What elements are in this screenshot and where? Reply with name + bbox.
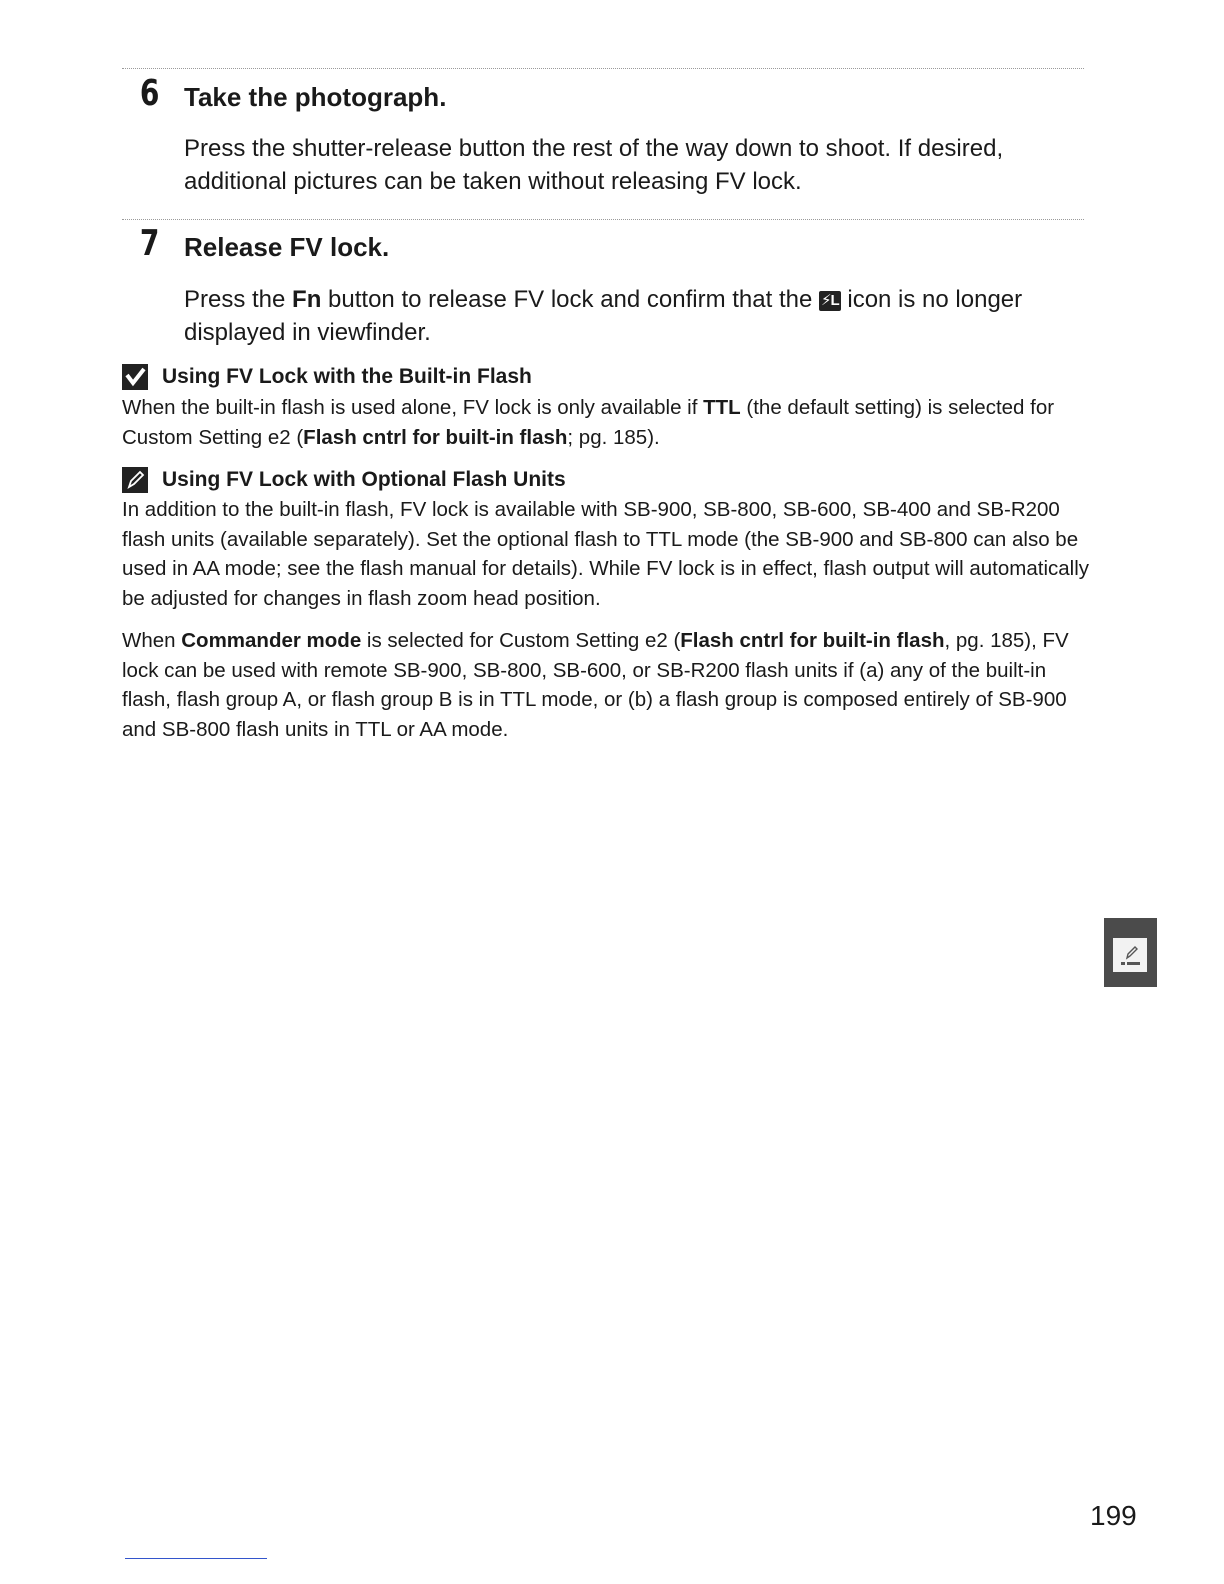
note-title: Using FV Lock with the Built-in Flash xyxy=(162,365,532,388)
checkmark-icon xyxy=(122,364,148,390)
bottom-link-line xyxy=(125,1558,267,1559)
step-number: 7 xyxy=(139,223,160,264)
step-body-text: button to release FV lock and confirm that the xyxy=(321,286,819,313)
note-text: When xyxy=(122,629,182,652)
step-divider xyxy=(122,68,1084,69)
note-bold-text: Flash cntrl for built-in flash xyxy=(680,629,945,652)
note-bold-text: Flash cntrl for built-in flash xyxy=(303,425,568,449)
step-body: Press the shutter-release button the rest of the way down to shoot. If desired, additional pictures can be taken without releasing FV lock. xyxy=(184,135,1004,195)
note-heading xyxy=(122,363,532,391)
note-title: Using FV Lock with Optional Flash Units xyxy=(162,468,566,491)
step-body-text: Press the xyxy=(184,286,293,313)
step-title: Release FV lock. xyxy=(184,232,390,262)
note-text: , pg. 185), FV lock can be used with remote SB-900, SB-800, SB-600, or SB-R200 flash units if (a) any of the built-in flash, flash group A, or flash group B is in TTL mode, or (b) a flash group is composed entirely of SB-900 and SB-800 flash units in TTL or AA mode. xyxy=(122,629,1069,741)
step-body-text: icon is no longer displayed in viewfinder. xyxy=(184,286,1023,346)
step-divider xyxy=(122,219,1084,220)
note-bold-text: TTL xyxy=(703,396,741,419)
flash-lock-icon: ⚡L xyxy=(820,292,839,309)
step-title: Take the photograph. xyxy=(184,82,447,112)
step-body xyxy=(184,283,1089,349)
note-bold-text: Commander mode xyxy=(181,629,362,652)
pencil-icon xyxy=(122,467,148,493)
pencil-menu-icon xyxy=(1113,938,1147,972)
note-body xyxy=(122,393,1092,452)
note-text: (the default setting) is selected for Custom Setting e2 ( xyxy=(122,396,1055,449)
fn-button-label: Fn xyxy=(292,286,322,313)
note-heading xyxy=(122,466,566,494)
section-tab[interactable] xyxy=(1104,918,1157,987)
note-body: In addition to the built-in flash, FV lock is available with SB-900, SB-800, SB-600, SB-400 and SB-R200 flash units (available separately). Set the optional flash to TTL mode (the SB-900 and SB-800 can also be used in AA mode; see the flash manual for details). While FV lock is in effect, flash output will automatically be adjusted for changes in flash zoom head position. xyxy=(122,498,1090,610)
note-text: ; pg. 185). xyxy=(567,425,660,449)
note-text: When the built-in flash is used alone, FV lock is only available if xyxy=(122,396,704,419)
note-body xyxy=(122,626,1092,744)
step-number: 6 xyxy=(139,73,160,114)
page-number: 199 xyxy=(1090,1500,1137,1531)
note-text: is selected for Custom Setting e2 ( xyxy=(361,629,681,652)
